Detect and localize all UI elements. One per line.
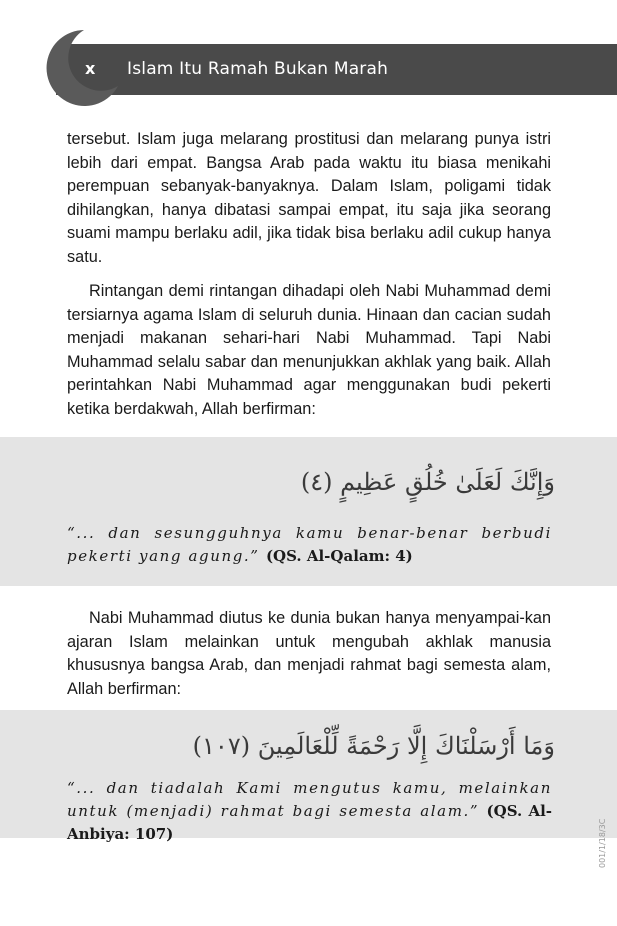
verse-citation-2: (QS. Al-Anbiya: 107) bbox=[67, 802, 553, 843]
verse-translation-2 bbox=[67, 777, 552, 846]
crescent-moon-icon bbox=[40, 28, 120, 108]
page-number: x bbox=[85, 59, 96, 78]
arabic-verse-2: وَمَا أَرْسَلْنَاكَ إِلَّا رَحْمَةً لِّلْعَالَمِينَ (١٠٧) bbox=[192, 732, 555, 760]
print-code: 001/1/18/3C bbox=[598, 818, 607, 868]
body-paragraph-2: Rintangan demi rintangan dihadapi oleh Nabi Muhammad demi tersiarnya agama Islam di seluruh dunia. Hinaan dan cacian sudah menjadi makanan sehari-hari Nabi Muhammad. Tapi Nabi Muhammad selalu sabar dan menunjukkan akhlak yang baik. Allah perintahkan Nabi Muhammad agar menggunakan budi pekerti ketika berdakwah, Allah berfirman: bbox=[67, 282, 551, 418]
verse-citation-1: (QS. Al-Qalam: 4) bbox=[265, 547, 413, 565]
body-paragraph-3: Nabi Muhammad diutus ke dunia bukan hanya menyampai-kan ajaran Islam melainkan untuk mengubah akhlak manusia khususnya bangsa Arab, dan menjadi rahmat bagi semesta alam, Allah berfirman: bbox=[67, 609, 551, 698]
arabic-verse-1: وَإِنَّكَ لَعَلَىٰ خُلُقٍ عَظِيمٍ (٤) bbox=[300, 468, 555, 496]
body-paragraph-1: tersebut. Islam juga melarang prostitusi dan melarang punya istri lebih dari empat. Bangsa Arab pada waktu itu biasa menikahi perempuan sebanyak-banyaknya. Dalam Islam, poligami tidak dihilangkan, hanya dibatasi sampai empat, itu saja jika seorang suami mampu berlaku adil, jika tidak bisa berlaku adil cukup hanya satu. bbox=[67, 130, 551, 266]
running-header-title: Islam Itu Ramah Bukan Marah bbox=[127, 59, 389, 79]
verse-translation-1 bbox=[67, 522, 552, 568]
translation-text-2: “... dan tiadalah Kami mengutus kamu, melainkan untuk (menjadi) rahmat bagi semesta alam.” bbox=[67, 779, 552, 820]
translation-text-1: “... dan sesungguhnya kamu benar-benar berbudi pekerti yang agung.” bbox=[67, 524, 552, 565]
